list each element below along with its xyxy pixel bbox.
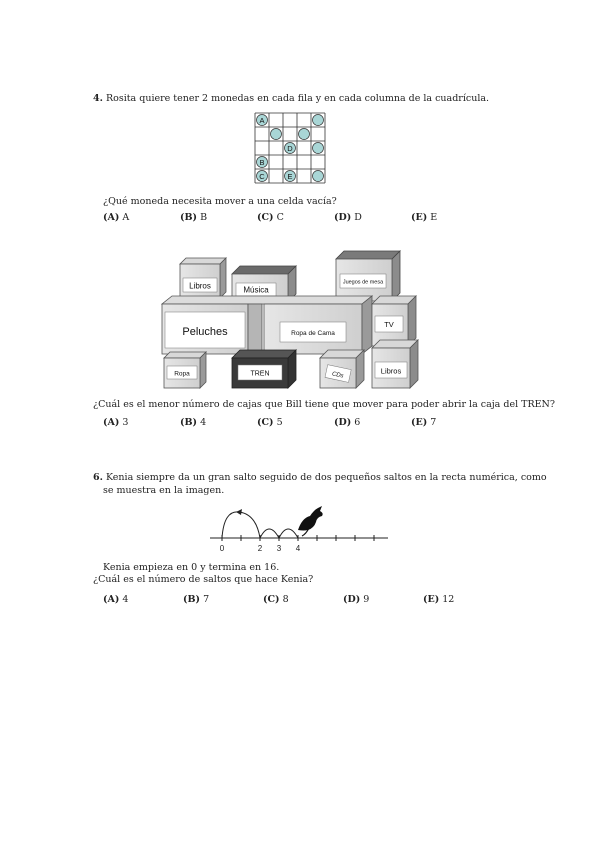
q4-option-b[interactable]: (B) B [180, 212, 208, 223]
q4-option-d[interactable]: (D) D [334, 212, 362, 223]
box-peluches [162, 304, 248, 354]
label-ropa: Ropa [174, 370, 190, 378]
box-tv [372, 296, 416, 346]
q6-number: 6. [93, 472, 103, 483]
q6-option-e[interactable]: (E) 12 [423, 594, 455, 605]
box-libros-top [180, 258, 226, 298]
q6-start-end: Kenia empieza en 0 y termina en 16. [103, 562, 280, 573]
q4-option-c[interactable]: (C) C [257, 212, 284, 223]
label-libros-top: Libros [189, 281, 211, 291]
tick-label-2: 2 [257, 544, 263, 553]
boxes-illustration [150, 246, 430, 394]
label-ropa-cama: Ropa de Cama [291, 330, 335, 337]
kangaroo-icon [298, 506, 323, 536]
box-ropa [164, 352, 206, 388]
label-peluches: Peluches [182, 326, 228, 338]
box-cds [320, 350, 364, 388]
coin [313, 143, 324, 154]
coin-label: A [259, 115, 265, 125]
q5-option-b[interactable]: (B) 4 [180, 417, 207, 428]
coin-label: C [259, 171, 265, 181]
label-cds: CDs [331, 371, 345, 380]
q5-option-d[interactable]: (D) 6 [334, 417, 361, 428]
q6-option-c[interactable]: (C) 8 [263, 594, 289, 605]
number-line [206, 500, 392, 556]
box-ropa-cama [264, 296, 372, 354]
coin [271, 129, 282, 140]
q5-option-a[interactable]: (A) 3 [103, 417, 129, 428]
q6-question: ¿Cuál es el número de saltos que hace Kenia? [93, 574, 314, 585]
box-libros-bottom [372, 340, 418, 388]
tick-label-3: 3 [276, 544, 282, 553]
q6-text-line1: Kenia siempre da un gran salto seguido de dos pequeños saltos en la recta numérica, como [105, 472, 547, 483]
tick-label-0: 0 [219, 544, 225, 553]
tick-label-4: 4 [295, 544, 301, 553]
q5-option-e[interactable]: (E) 7 [411, 417, 437, 428]
label-libros-bottom: Libros [380, 366, 402, 376]
q4-option-e[interactable]: (E) E [411, 212, 438, 223]
coin [313, 115, 324, 126]
coin-label: D [287, 143, 293, 153]
q5-option-c[interactable]: (C) 5 [257, 417, 283, 428]
q4-statement [93, 93, 489, 105]
coin-grid [254, 112, 328, 186]
coin [299, 129, 310, 140]
q4-question: ¿Qué moneda necesita mover a una celda vacía? [103, 196, 337, 207]
q4-text: Rosita quiere tener 2 monedas en cada fila y en cada columna de la cuadrícula. [105, 93, 490, 104]
coin-label: B [259, 157, 265, 167]
q6-text-line2: se muestra en la imagen. [103, 485, 225, 496]
label-musica: Música [243, 285, 269, 295]
box-juegos [336, 251, 400, 301]
q4-number: 4. [93, 93, 103, 104]
coin-label: E [287, 171, 293, 181]
q6-statement [93, 472, 547, 484]
q6-option-b[interactable]: (B) 7 [183, 594, 210, 605]
q4-option-a[interactable]: (A) A [103, 212, 130, 223]
q6-option-d[interactable]: (D) 9 [343, 594, 370, 605]
label-tv: TV [384, 320, 394, 329]
q5-question: ¿Cuál es el menor número de cajas que Bill tiene que mover para poder abrir la caja del TREN? [93, 399, 555, 410]
label-tren: TREN [250, 370, 270, 378]
coin [313, 171, 324, 182]
q6-option-a[interactable]: (A) 4 [103, 594, 129, 605]
box-tren [232, 350, 296, 388]
label-juegos: Juegos de mesa [342, 279, 384, 286]
